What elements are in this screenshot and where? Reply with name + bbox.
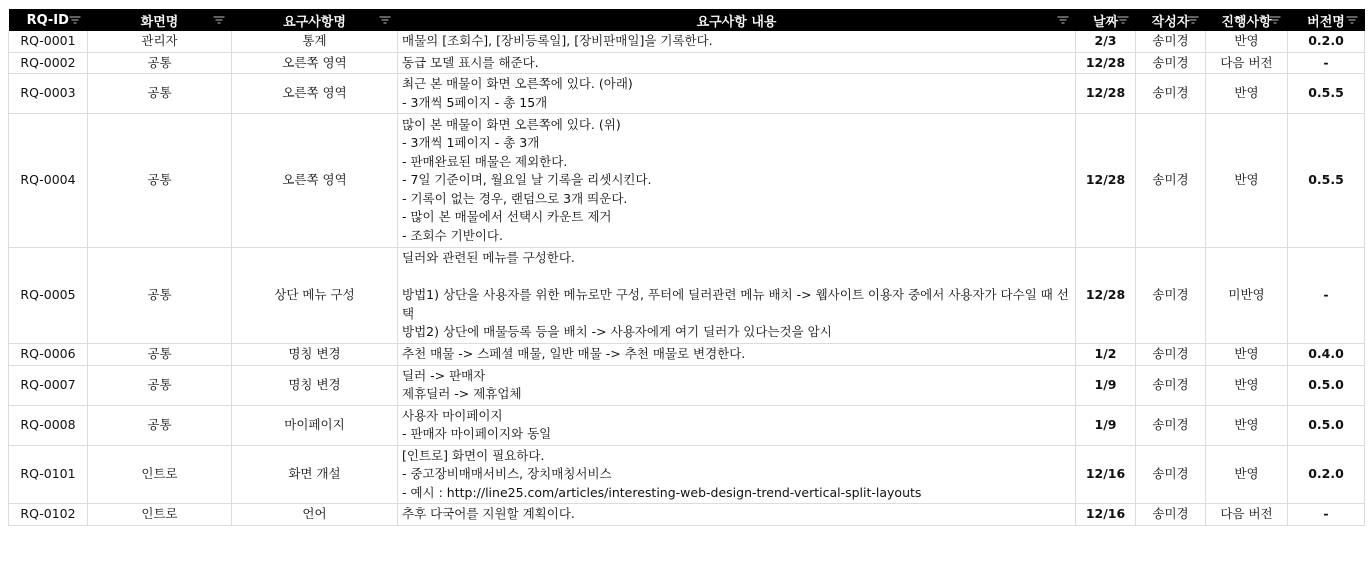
cell-status[interactable]: 반영	[1206, 445, 1288, 504]
cell-screen[interactable]: 공통	[88, 74, 232, 114]
column-header-label: RQ-ID	[26, 12, 69, 28]
cell-date[interactable]: 12/16	[1076, 504, 1136, 526]
cell-req_name[interactable]: 명칭 변경	[232, 365, 398, 405]
cell-req_name[interactable]: 명칭 변경	[232, 344, 398, 366]
content-line: 동급 모델 표시를 해준다.	[402, 54, 539, 70]
content-line: - 3개씩 5페이지 - 총 15개	[402, 94, 548, 110]
cell-id[interactable]: RQ-0004	[9, 114, 88, 248]
cell-author[interactable]: 송미경	[1136, 31, 1206, 52]
cell-content[interactable]	[398, 445, 1076, 504]
cell-author[interactable]: 송미경	[1136, 74, 1206, 114]
filter-icon[interactable]	[1346, 15, 1358, 25]
cell-author[interactable]: 송미경	[1136, 114, 1206, 248]
filter-icon[interactable]	[69, 15, 81, 25]
table-row[interactable]	[9, 445, 1365, 504]
content-line: 최근 본 매물이 화면 오른쪽에 있다. (아래)	[402, 76, 633, 91]
cell-screen[interactable]: 공통	[88, 248, 232, 344]
cell-author[interactable]: 송미경	[1136, 445, 1206, 504]
cell-screen[interactable]: 관리자	[88, 31, 232, 52]
cell-content[interactable]	[398, 365, 1076, 405]
column-header-label: 날짜	[1092, 14, 1119, 30]
content-line: - 많이 본 매물에서 선택시 카운트 제거	[402, 209, 612, 225]
cell-version[interactable]: 0.2.0	[1288, 31, 1365, 52]
cell-content[interactable]	[398, 52, 1076, 74]
cell-version[interactable]: 0.5.0	[1288, 365, 1365, 405]
cell-version[interactable]: -	[1288, 504, 1365, 526]
table-row[interactable]	[9, 504, 1365, 526]
cell-id[interactable]: RQ-0008	[9, 405, 88, 445]
requirements-table	[8, 9, 1365, 526]
cell-req_name[interactable]: 오른쪽 영역	[232, 74, 398, 114]
cell-author[interactable]: 송미경	[1136, 344, 1206, 366]
cell-status[interactable]: 반영	[1206, 74, 1288, 114]
header-row	[9, 9, 1365, 31]
cell-id[interactable]: RQ-0001	[9, 31, 88, 52]
content-line: 매물의 [조회수], [장비등록일], [장비판매일]을 기록한다.	[402, 33, 713, 48]
filter-icon[interactable]	[1057, 15, 1069, 25]
content-line: - 중고장비매매서비스, 장치매칭서비스	[402, 466, 612, 481]
cell-date[interactable]: 1/2	[1076, 344, 1136, 366]
column-header-label: 작성자	[1151, 14, 1190, 30]
filter-icon[interactable]	[1269, 15, 1281, 25]
content-line: 추천 매물 -> 스페셜 매물, 일반 매물 -> 추천 매물로 변경한다.	[402, 346, 746, 361]
cell-version[interactable]: 0.5.0	[1288, 405, 1365, 445]
cell-version[interactable]: -	[1288, 52, 1365, 74]
cell-id[interactable]: RQ-0006	[9, 344, 88, 366]
content-line: 방법1) 상단을 사용자를 위한 메뉴로만 구성, 푸터에 딜러관련 메뉴 배치 -> 웹사이트 이용자 중에서 사용자가 다수일 때 선택	[402, 287, 1069, 321]
cell-date[interactable]: 1/9	[1076, 365, 1136, 405]
column-header-label: 버전명	[1307, 14, 1345, 30]
cell-content[interactable]	[398, 405, 1076, 445]
column-header-req_name[interactable]	[232, 9, 398, 31]
column-header-date[interactable]	[1076, 9, 1136, 31]
cell-id[interactable]: RQ-0007	[9, 365, 88, 405]
content-line: [인트로] 화면이 필요하다.	[402, 447, 545, 463]
table-row[interactable]	[9, 114, 1365, 248]
cell-author[interactable]: 송미경	[1136, 504, 1206, 526]
cell-req_name[interactable]: 통계	[232, 31, 398, 52]
content-line: - 7일 기준이며, 월요일 날 기록을 리셋시킨다.	[402, 172, 652, 188]
content-line: 많이 본 매물이 화면 오른쪽에 있다. (위)	[402, 116, 621, 132]
cell-id[interactable]: RQ-0002	[9, 52, 88, 74]
table-row[interactable]	[9, 31, 1365, 52]
spreadsheet	[8, 9, 1364, 526]
cell-author[interactable]: 송미경	[1136, 365, 1206, 405]
cell-date[interactable]: 12/28	[1076, 74, 1136, 114]
cell-content[interactable]	[398, 344, 1076, 366]
cell-date[interactable]: 12/16	[1076, 445, 1136, 504]
cell-version[interactable]: -	[1288, 248, 1365, 344]
cell-date[interactable]: 2/3	[1076, 31, 1136, 52]
cell-screen[interactable]: 인트로	[88, 445, 232, 504]
filter-icon[interactable]	[379, 15, 391, 25]
content-line: 딜러와 관련된 메뉴를 구성한다.	[402, 250, 575, 266]
column-header-label: 화면명	[140, 14, 179, 30]
content-line	[402, 268, 1071, 287]
column-header-version[interactable]	[1288, 9, 1365, 31]
content-line: - 기록이 없는 경우, 랜덤으로 3개 띄운다.	[402, 190, 628, 206]
cell-content[interactable]	[398, 114, 1076, 248]
cell-screen[interactable]: 공통	[88, 405, 232, 445]
content-line: 사용자 마이페이지	[402, 407, 503, 423]
filter-icon[interactable]	[1117, 15, 1129, 25]
cell-id[interactable]: RQ-0003	[9, 74, 88, 114]
cell-version[interactable]: 0.5.5	[1288, 74, 1365, 114]
content-line: - 3개씩 1페이지 - 총 3개	[402, 135, 540, 151]
content-line: - 조회수 기반이다.	[402, 227, 503, 243]
cell-id[interactable]: RQ-0101	[9, 445, 88, 504]
cell-date[interactable]: 12/28	[1076, 248, 1136, 344]
column-header-content[interactable]	[398, 9, 1076, 31]
cell-version[interactable]: 0.4.0	[1288, 344, 1365, 366]
cell-status[interactable]: 반영	[1206, 344, 1288, 366]
content-line: 방법2) 상단에 매물등록 등을 배치 -> 사용자에게 여기 딜러가 있다는것을 암시	[402, 324, 832, 340]
cell-status[interactable]: 반영	[1206, 31, 1288, 52]
content-line: - 예시 : http://line25.com/articles/interesting-web-design-trend-vertical-split-layouts	[402, 484, 922, 500]
table-row[interactable]	[9, 344, 1365, 366]
cell-req_name[interactable]: 오른쪽 영역	[232, 52, 398, 74]
table-row[interactable]	[9, 52, 1365, 74]
cell-status[interactable]: 반영	[1206, 114, 1288, 248]
cell-req_name[interactable]: 오른쪽 영역	[232, 114, 398, 248]
table-row[interactable]	[9, 248, 1365, 344]
table-row[interactable]	[9, 74, 1365, 114]
cell-screen[interactable]: 공통	[88, 344, 232, 366]
content-line: - 판매완료된 매물은 제외한다.	[402, 153, 568, 169]
filter-icon[interactable]	[213, 15, 225, 25]
cell-screen[interactable]: 공통	[88, 52, 232, 74]
column-header-label: 요구사항 내용	[696, 14, 777, 30]
cell-date[interactable]: 1/9	[1076, 405, 1136, 445]
cell-req_name[interactable]: 상단 메뉴 구성	[232, 248, 398, 344]
column-header-status[interactable]	[1206, 9, 1288, 31]
cell-status[interactable]: 다음 버전	[1206, 52, 1288, 74]
content-line: 제휴딜러 -> 제휴업체	[402, 386, 522, 401]
content-line: - 판매자 마이페이지와 동일	[402, 426, 552, 441]
cell-content[interactable]	[398, 74, 1076, 114]
cell-status[interactable]: 다음 버전	[1206, 504, 1288, 526]
cell-date[interactable]: 12/28	[1076, 52, 1136, 74]
table-row[interactable]	[9, 405, 1365, 445]
cell-id[interactable]: RQ-0102	[9, 504, 88, 526]
cell-version[interactable]: 0.5.5	[1288, 114, 1365, 248]
cell-date[interactable]: 12/28	[1076, 114, 1136, 248]
cell-id[interactable]: RQ-0005	[9, 248, 88, 344]
cell-version[interactable]: 0.2.0	[1288, 445, 1365, 504]
column-header-label: 요구사항명	[283, 14, 346, 30]
cell-status[interactable]: 반영	[1206, 405, 1288, 445]
table-body	[9, 31, 1365, 525]
column-header-screen[interactable]	[88, 9, 232, 31]
content-line: 딜러 -> 판매자	[402, 367, 486, 383]
cell-req_name[interactable]: 화면 개설	[232, 445, 398, 504]
cell-author[interactable]: 송미경	[1136, 248, 1206, 344]
content-line: 추후 다국어를 지원할 계획이다.	[402, 506, 575, 521]
filter-icon[interactable]	[1187, 15, 1199, 25]
cell-content[interactable]	[398, 504, 1076, 526]
column-header-label: 진행사항	[1221, 14, 1272, 30]
cell-screen[interactable]: 공통	[88, 365, 232, 405]
column-header-id[interactable]	[9, 9, 88, 31]
cell-content[interactable]	[398, 248, 1076, 344]
cell-author[interactable]: 송미경	[1136, 52, 1206, 74]
cell-status[interactable]: 반영	[1206, 365, 1288, 405]
cell-screen[interactable]: 인트로	[88, 504, 232, 526]
cell-content[interactable]	[398, 31, 1076, 52]
cell-req_name[interactable]: 언어	[232, 504, 398, 526]
column-header-author[interactable]	[1136, 9, 1206, 31]
cell-status[interactable]: 미반영	[1206, 248, 1288, 344]
table-row[interactable]	[9, 365, 1365, 405]
cell-screen[interactable]: 공통	[88, 114, 232, 248]
cell-req_name[interactable]: 마이페이지	[232, 405, 398, 445]
cell-author[interactable]: 송미경	[1136, 405, 1206, 445]
